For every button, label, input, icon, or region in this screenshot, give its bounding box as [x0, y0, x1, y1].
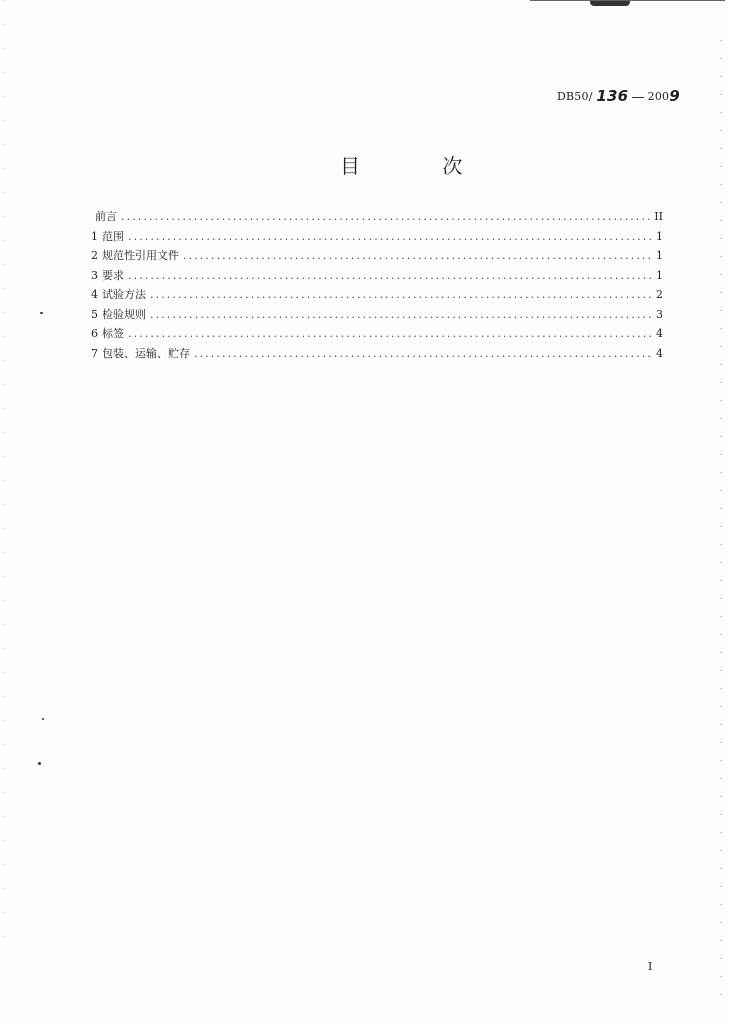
toc-dot-leader [194, 347, 651, 360]
toc-entry-normative-references[interactable] [91, 247, 663, 267]
toc-dot-leader [128, 230, 651, 243]
standard-dash [632, 97, 644, 98]
toc-title: 目 次 [340, 154, 501, 178]
scan-edge-artifact [530, 0, 725, 7]
toc-entry-title: 检验规则 [102, 307, 146, 321]
toc-entry-page: 1 [656, 249, 663, 262]
toc-dot-leader [128, 327, 651, 340]
standard-year-handwritten: 9 [669, 87, 680, 105]
toc-dot-leader [183, 249, 651, 262]
scan-speck [38, 762, 41, 765]
toc-entry-page: 3 [656, 307, 663, 321]
toc-entry-page: 1 [656, 268, 663, 282]
toc-entry-title: 前言 [95, 210, 117, 223]
toc-entry-number: 6 [91, 327, 98, 340]
toc-dot-leader [150, 288, 651, 301]
standard-year-prefix: 200 [647, 90, 670, 103]
toc-entry-page: 4 [656, 327, 663, 340]
toc-entry-scope[interactable] [91, 228, 663, 248]
toc-entry-title: 范围 [102, 229, 124, 243]
scan-speck [40, 312, 43, 314]
standard-handwritten-number: 136 [596, 87, 629, 105]
toc-entry-page: 2 [656, 288, 663, 301]
toc-entry-number: 5 [91, 307, 98, 321]
toc-entry-number: 1 [91, 229, 98, 243]
toc-entry-labels[interactable] [91, 325, 663, 345]
toc-dot-leader [121, 210, 650, 223]
toc-entry-number: 7 [91, 346, 98, 360]
toc-entry-title: 包装、运输、贮存 [102, 346, 190, 360]
toc-entry-packaging-transport-storage[interactable] [91, 345, 663, 365]
scan-noise-right [720, 40, 722, 1000]
toc-entry-inspection-rules[interactable] [91, 306, 663, 326]
toc-entry-title: 规范性引用文件 [102, 249, 179, 262]
toc-entry-foreword[interactable] [91, 208, 663, 228]
toc-entry-title: 标签 [102, 327, 124, 340]
toc-entry-page: II [654, 210, 663, 223]
toc-entry-page: 4 [656, 346, 663, 360]
toc-entry-number: 3 [91, 268, 98, 282]
page-number: I [648, 960, 653, 973]
toc-entry-title: 试验方法 [102, 288, 146, 301]
toc-entry-number: 2 [91, 249, 98, 262]
standard-prefix: DB50/ [557, 90, 593, 103]
table-of-contents [91, 208, 663, 364]
toc-entry-number: 4 [91, 288, 98, 301]
toc-entry-title: 要求 [102, 268, 124, 282]
toc-dot-leader [150, 308, 651, 321]
toc-entry-page: 1 [656, 229, 663, 243]
scan-speck [42, 718, 44, 720]
toc-entry-requirements[interactable] [91, 267, 663, 287]
standard-number [557, 86, 680, 104]
toc-entry-test-methods[interactable] [91, 286, 663, 306]
scan-noise-left [4, 0, 6, 960]
toc-dot-leader [128, 269, 651, 282]
